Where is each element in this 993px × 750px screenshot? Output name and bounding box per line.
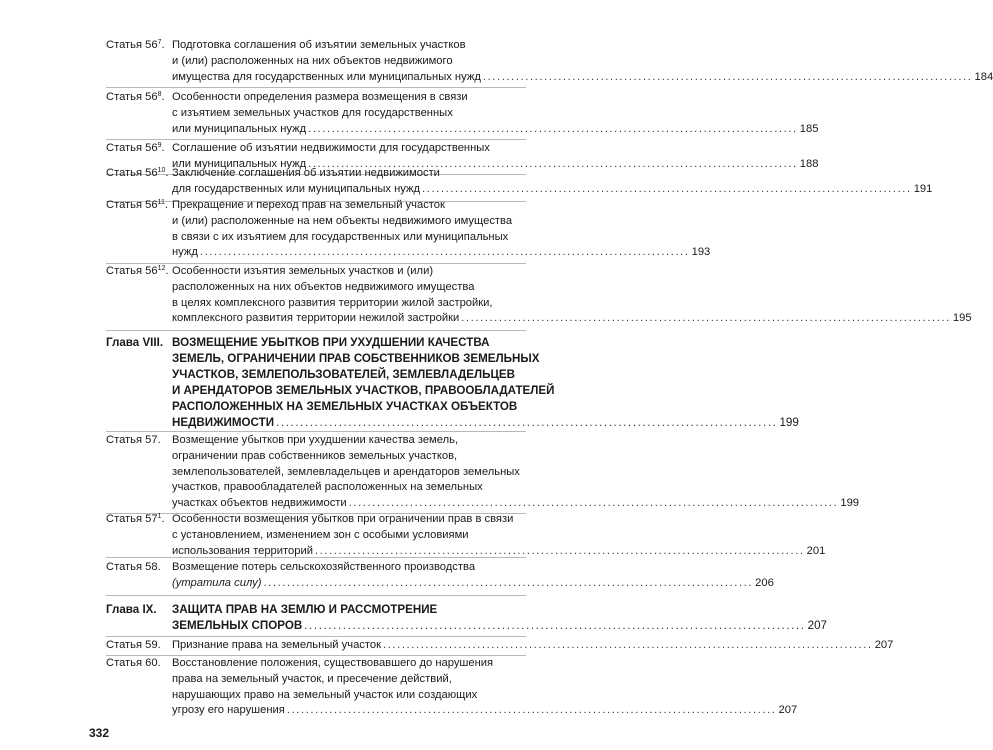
toc-entry-article-60 [106, 656, 798, 719]
dot-leader: ........................................................................................................ [304, 618, 806, 632]
page-number: 191 [913, 182, 933, 195]
entry-title-line: Восстановление положения, существовавшего до нарушения [172, 657, 494, 669]
entry-title-line: с установлением, изменением зон с особыми условиями [172, 528, 469, 541]
separator-line [106, 557, 526, 558]
separator-line [106, 330, 526, 331]
folio-page-number: 332 [89, 726, 110, 740]
entry-title-line: нужд [172, 246, 198, 259]
entry-title-line: в целях комплексного развития территории жилой застройки, [172, 296, 493, 309]
entry-title-line: Подготовка соглашения об изъятии земельных участков [172, 39, 466, 51]
dot-leader: ........................................................................................................ [308, 122, 798, 135]
entry-title-line: Возмещение убытков при ухудшении качества земель, [172, 434, 459, 446]
chapter-title-line: УЧАСТКОВ, ЗЕМЛЕПОЛЬЗОВАТЕЛЕЙ, ЗЕМЛЕВЛАДЕЛЬЦЕВ [172, 367, 516, 381]
dot-leader: ........................................................................................................ [314, 544, 805, 557]
page-number: 206 [755, 576, 774, 589]
toc-entry-article-57 [106, 433, 860, 512]
chapter-title-line: ЗЕМЕЛЬ, ОГРАНИЧЕНИИ ПРАВ СОБСТВЕННИКОВ ЗЕМЕЛЬНЫХ [172, 351, 540, 365]
entry-title-line: или муниципальных нужд [172, 157, 307, 170]
page-number: 201 [806, 544, 826, 557]
entry-title-line: и (или) расположенных на них объектов недвижимого [172, 54, 453, 67]
entry-label: Статья $56^{12}$. [106, 265, 169, 277]
entry-label: Статья 60. [106, 657, 161, 669]
entry-title-line: ограничении прав собственников земельных участков, [172, 449, 458, 462]
entry-title-line: в связи с их изъятием для государственных или муниципальных [172, 230, 509, 243]
entry-title-line: Особенности изъятия земельных участков и (или) [172, 265, 434, 277]
dot-leader: ........................................................................................................ [276, 415, 778, 429]
page-number: 207 [778, 704, 798, 717]
entry-title-line: Особенности возмещения убытков при ограничении прав в связи [172, 513, 514, 525]
chapter-label: Глава VIII. [106, 336, 164, 349]
entry-label: Статья $56^8$. [106, 91, 165, 103]
dot-leader: ........................................................................................................ [383, 639, 873, 651]
toc-entry-article-58 [106, 560, 774, 592]
entry-label: Статья 59. [106, 639, 161, 651]
entry-title-line: Заключение соглашения об изъятии недвижимости [172, 167, 440, 179]
separator-line [106, 431, 526, 432]
page-number: 193 [691, 246, 711, 259]
entry-title-line: Соглашение об изъятии недвижимости для государственных [172, 142, 490, 154]
entry-title-line: и (или) расположенные на нем объекты недвижимого имущества [172, 214, 513, 227]
entry-title-line: землепользователей, землевладельцев и арендаторов земельных [172, 465, 520, 478]
chapter-title-line: И АРЕНДАТОРОВ ЗЕМЕЛЬНЫХ УЧАСТКОВ, ПРАВООБЛАДАТЕЛЕЙ [172, 383, 555, 397]
entry-title-line: имущества для государственных или муниципальных нужд [172, 70, 481, 83]
entry-title-line: (утратила силу) [172, 576, 262, 589]
dot-leader: ........................................................................................................ [348, 497, 839, 510]
page-number: 199 [779, 415, 799, 429]
dot-leader: ........................................................................................................ [199, 246, 690, 259]
entry-title-line: комплексного развития территории нежилой застройки [172, 312, 460, 325]
chapter-title-line: ЗАЩИТА ПРАВ НА ЗЕМЛЮ И РАССМОТРЕНИЕ [172, 603, 438, 616]
toc-chapter-9 [106, 602, 827, 634]
chapter-title-line: РАСПОЛОЖЕННЫХ НА ЗЕМЕЛЬНЫХ УЧАСТКАХ ОБЪЕКТОВ [172, 399, 518, 413]
toc-entry-article-59 [106, 638, 894, 654]
page-number: 207 [874, 639, 894, 651]
toc-entry-article-56-8 [106, 90, 819, 137]
entry-title-line: Прекращение и переход прав на земельный участок [172, 199, 445, 211]
toc-entry-article-56-10 [106, 166, 933, 198]
page-number: 184 [974, 70, 993, 83]
dot-leader: ........................................................................................................ [308, 157, 798, 170]
dot-leader: ........................................................................................................ [263, 576, 754, 589]
entry-title-line: Особенности определения размера возмещения в связи [172, 91, 468, 103]
entry-label: Статья $56^7$. [106, 39, 165, 51]
toc-entry-article-56-11 [106, 198, 711, 261]
separator-line [106, 595, 526, 596]
entry-title-line: или муниципальных нужд [172, 122, 307, 135]
page-number: 188 [799, 157, 819, 170]
dot-leader: ........................................................................................................ [482, 70, 973, 83]
entry-label: Статья $56^{10}$. [106, 167, 169, 179]
page-number: 185 [799, 122, 819, 135]
toc-entry-article-56-12 [106, 264, 972, 327]
entry-title-line: угрозу его нарушения [172, 704, 285, 717]
entry-label: Статья $56^9$. [106, 142, 165, 154]
entry-label: Статья 58. [106, 561, 161, 573]
page-number: 199 [840, 497, 860, 510]
page-number: 207 [807, 618, 827, 632]
entry-title-line: права на земельный участок, и пресечение действий, [172, 672, 452, 685]
separator-line [106, 139, 526, 140]
separator-line [106, 636, 526, 637]
chapter-title-line: ЗЕМЕЛЬНЫХ СПОРОВ [172, 618, 303, 632]
dot-leader: ........................................................................................................ [461, 312, 951, 325]
entry-title-line: Признание права на земельный участок [172, 639, 382, 651]
chapter-title-line: НЕДВИЖИМОСТИ [172, 415, 275, 429]
dot-leader: ........................................................................................................ [286, 704, 777, 717]
toc-entry-article-57-1 [106, 512, 826, 559]
entry-title-line: участках объектов недвижимости [172, 497, 347, 510]
entry-label: Статья $57^1$. [106, 513, 165, 525]
chapter-title-line: ВОЗМЕЩЕНИЕ УБЫТКОВ ПРИ УХУДШЕНИИ КАЧЕСТВА [172, 336, 490, 349]
entry-title-line: участков, правообладателей расположенных на земельных [172, 481, 483, 494]
entry-label: Статья $56^{11}$. [106, 199, 169, 211]
page-number: 195 [952, 312, 972, 325]
entry-title-line: для государственных или муниципальных нужд [172, 182, 421, 195]
entry-title-line: расположенных на них объектов недвижимого имущества [172, 280, 475, 293]
entry-title-line: использования территорий [172, 544, 313, 557]
toc-entry-article-56-7 [106, 38, 993, 85]
entry-label: Статья 57. [106, 434, 161, 446]
entry-title-line: с изъятием земельных участков для государственных [172, 106, 453, 119]
chapter-label: Глава IX. [106, 603, 157, 616]
entry-title-line: нарушающих право на земельный участок или создающих [172, 688, 478, 701]
separator-line [106, 87, 526, 88]
dot-leader: ........................................................................................................ [422, 182, 912, 195]
entry-title-line: Возмещение потерь сельскохозяйственного производства [172, 561, 476, 573]
toc-chapter-8 [106, 335, 799, 430]
